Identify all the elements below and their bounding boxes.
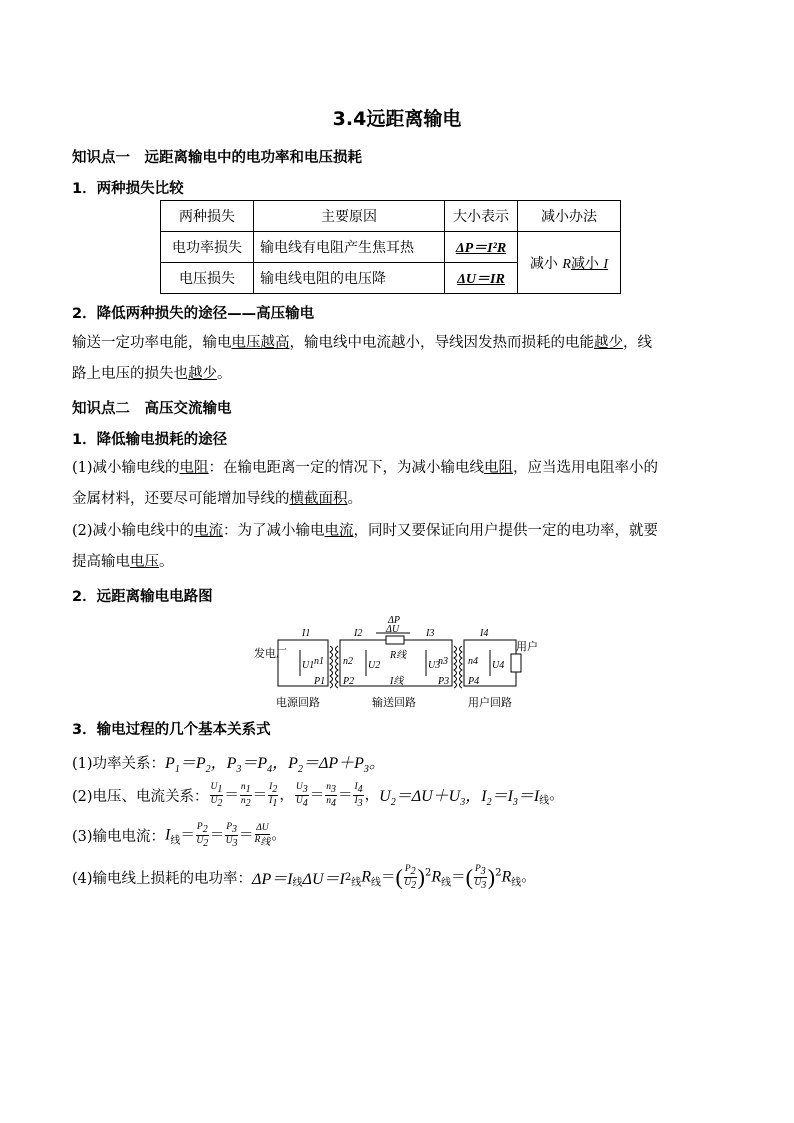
line-resistance-label: R线 xyxy=(390,650,407,661)
power-label: P3 xyxy=(438,676,450,687)
text: ，输电线中电流越小，导线因发热而损耗的电能 xyxy=(289,335,594,351)
section-heading-relations: 3．输电过程的几个基本关系式 xyxy=(72,722,271,738)
section-heading-circuit: 2．远距离输电电路图 xyxy=(72,589,213,605)
knowledge-point-1-heading: 知识点一 远距离输电中的电功率和电压损耗 xyxy=(72,150,362,166)
formula-text: ΔP＝I²R xyxy=(455,241,507,256)
text: (2)减小输电线中的 xyxy=(72,523,195,539)
table-header-row xyxy=(161,201,621,232)
power-relation xyxy=(72,750,385,775)
key-term: 电流 xyxy=(194,523,224,539)
text: 金属材料，还要尽可能增加导线的 xyxy=(72,491,290,507)
loss-comparison-table xyxy=(160,200,621,294)
voltage-label: U3 xyxy=(428,660,441,671)
text: (1)减小输电线的 xyxy=(72,460,180,476)
method-i: I xyxy=(603,256,609,272)
line-resistor xyxy=(386,636,404,644)
turns-label: n3 xyxy=(438,656,448,667)
transmission-current-relation: (3)输电电流：$I_线=$ $\frac{P_2}{U_2}$ ＝ $\frac{P_3}{U_3}$ ＝ $\frac{\Delta U}{R_线}$ 。 xyxy=(72,822,286,849)
loop-label: 电源回路 xyxy=(276,697,320,709)
power-label: P2 xyxy=(343,676,355,687)
paragraph-high-voltage xyxy=(72,328,724,390)
turns-label: n4 xyxy=(468,656,478,667)
fraction: $\frac{I_4}{I_3}$ xyxy=(354,782,363,809)
key-term: 电压越高 xyxy=(231,335,290,351)
loop-label: 用户回路 xyxy=(468,697,512,709)
voltage-label: U2 xyxy=(368,660,381,671)
fraction: $\frac{\Delta U}{R_线}$ xyxy=(254,822,271,848)
text: ，应当选用电阻率小的 xyxy=(513,460,659,476)
text: 提高输电 xyxy=(72,554,130,570)
current-label: I3 xyxy=(426,628,435,639)
method-r: R xyxy=(562,256,571,272)
loss-type-cell: 电功率损失 xyxy=(161,232,254,263)
text: 。 xyxy=(347,491,362,507)
formula: $P_1=P_2$，$P_3=P_4$，$P_2=\Delta P+P_3$。 xyxy=(165,755,385,776)
formula-label: (2)电压、电流关系： xyxy=(72,788,209,805)
section-heading-loss-comparison: 1．两种损失比较 xyxy=(72,181,184,197)
turns-label: n1 xyxy=(314,656,324,667)
primary-coil-1 xyxy=(330,646,333,688)
method-text: 减小 xyxy=(529,255,563,272)
section-heading-high-voltage: 2．降低两种损失的途径——高压输电 xyxy=(72,306,315,322)
line-power-loss-relation: (4)输电线上损耗的电功率：$\Delta P=I_线\Delta U=I2_线R_线=$( $\frac{P_2}{U_2}$ )$^2R_线=$( $\frac{P_3}{U_3}$ )$^2R_线$。 xyxy=(72,864,536,891)
fraction: $\frac{U_3}{U_4}$ xyxy=(295,782,308,809)
user-load xyxy=(511,654,521,672)
method-text-underlined: 减小 xyxy=(570,255,604,272)
loss-cause-cell: 输电线电阻的电压降 xyxy=(254,263,445,294)
item-reduce-current xyxy=(72,516,724,578)
text: 。 xyxy=(159,554,174,570)
fraction: $\frac{P_2}{U_2}$ xyxy=(404,864,417,891)
loop-label: 输送回路 xyxy=(372,697,416,709)
formula-label: (3)输电电流： xyxy=(72,828,166,845)
key-term: 电阻 xyxy=(484,460,514,476)
loss-type-cell: 电压损失 xyxy=(161,263,254,294)
page-title: 3.4远距离输电 xyxy=(332,108,462,130)
fraction: $\frac{P_3}{U_3}$ xyxy=(225,822,238,849)
source-label: 发电厂 xyxy=(254,648,287,660)
text: ，线 xyxy=(623,335,652,351)
current-label: I4 xyxy=(480,628,489,639)
transmission-circuit-diagram xyxy=(250,615,540,710)
delta-p-label: ΔP xyxy=(388,615,400,626)
voltage-label: U4 xyxy=(492,660,505,671)
fraction: $\frac{n_1}{n_2}$ xyxy=(240,782,251,809)
text: 。 xyxy=(217,366,232,382)
key-term: 电压 xyxy=(130,554,159,570)
key-term: 电阻 xyxy=(179,460,209,476)
section-heading-reduce-loss: 1．降低输电损耗的途径 xyxy=(72,432,228,448)
key-term: 越少 xyxy=(594,335,623,351)
item-reduce-resistance xyxy=(72,453,724,515)
reduce-method-cell xyxy=(518,232,621,294)
loss-formula-cell xyxy=(445,263,518,294)
text: ：为了减小输电 xyxy=(223,523,325,539)
header-cell: 大小表示 xyxy=(445,201,518,232)
table-row xyxy=(161,232,621,263)
power-label: P1 xyxy=(314,676,326,687)
loss-formula-cell xyxy=(445,232,518,263)
header-cell: 减小办法 xyxy=(518,201,621,232)
fraction: $\frac{P_2}{U_2}$ xyxy=(196,822,209,849)
formula-label: (4)输电线上损耗的电功率： xyxy=(72,870,253,887)
key-term: 越少 xyxy=(188,366,217,382)
secondary-coil-1 xyxy=(336,646,339,688)
turns-label: n2 xyxy=(343,656,353,667)
fraction: $\frac{I_2}{I_1}$ xyxy=(269,782,278,809)
fraction: $\frac{P_3}{U_3}$ xyxy=(474,864,487,891)
text: ，同时又要保证向用户提供一定的电功率，就要 xyxy=(353,523,659,539)
line-current-label: I线 xyxy=(390,676,404,687)
text: 输送一定功率电能，输电 xyxy=(72,335,232,351)
formula-text: ΔU＝IR xyxy=(457,272,505,287)
delta-u-label: ΔU xyxy=(386,624,400,635)
primary-coil-2 xyxy=(454,646,457,688)
user-label: 用户 xyxy=(516,641,538,653)
text: ：在输电距离一定的情况下，为减小输电线 xyxy=(208,460,485,476)
power-label: P4 xyxy=(468,676,480,687)
current-label: I2 xyxy=(354,628,363,639)
fraction: $\frac{n_3}{n_4}$ xyxy=(326,782,336,809)
header-cell: 主要原因 xyxy=(254,201,445,232)
voltage-label: U1 xyxy=(302,660,315,671)
secondary-coil-2 xyxy=(460,646,463,688)
current-label: I1 xyxy=(302,628,311,639)
voltage-current-relation: (2)电压、电流关系： $\frac{U_1}{U_2}$ ＝ $\frac{n_1}{n_2}$ ＝ $\frac{I_2}{I_1}$ ， $\frac{U_3}{U_4}$ ＝ $\frac{n_3}{n_4}$ ＝ $\frac{I_4}{I_3}$ ，$U_2=\Delta U+U_3$，$I_2=I_3=I_线$。 xyxy=(72,782,564,809)
key-term: 横截面积 xyxy=(289,491,348,507)
formula-label: (1)功率关系： xyxy=(72,756,166,772)
loss-cause-cell: 输电线有电阻产生焦耳热 xyxy=(254,232,445,263)
fraction: $\frac{U_1}{U_2}$ xyxy=(210,782,223,809)
header-cell: 两种损失 xyxy=(161,201,254,232)
knowledge-point-2-heading: 知识点二 高压交流输电 xyxy=(72,401,232,417)
text: 路上电压的损失也 xyxy=(72,366,188,382)
key-term: 电流 xyxy=(324,523,354,539)
